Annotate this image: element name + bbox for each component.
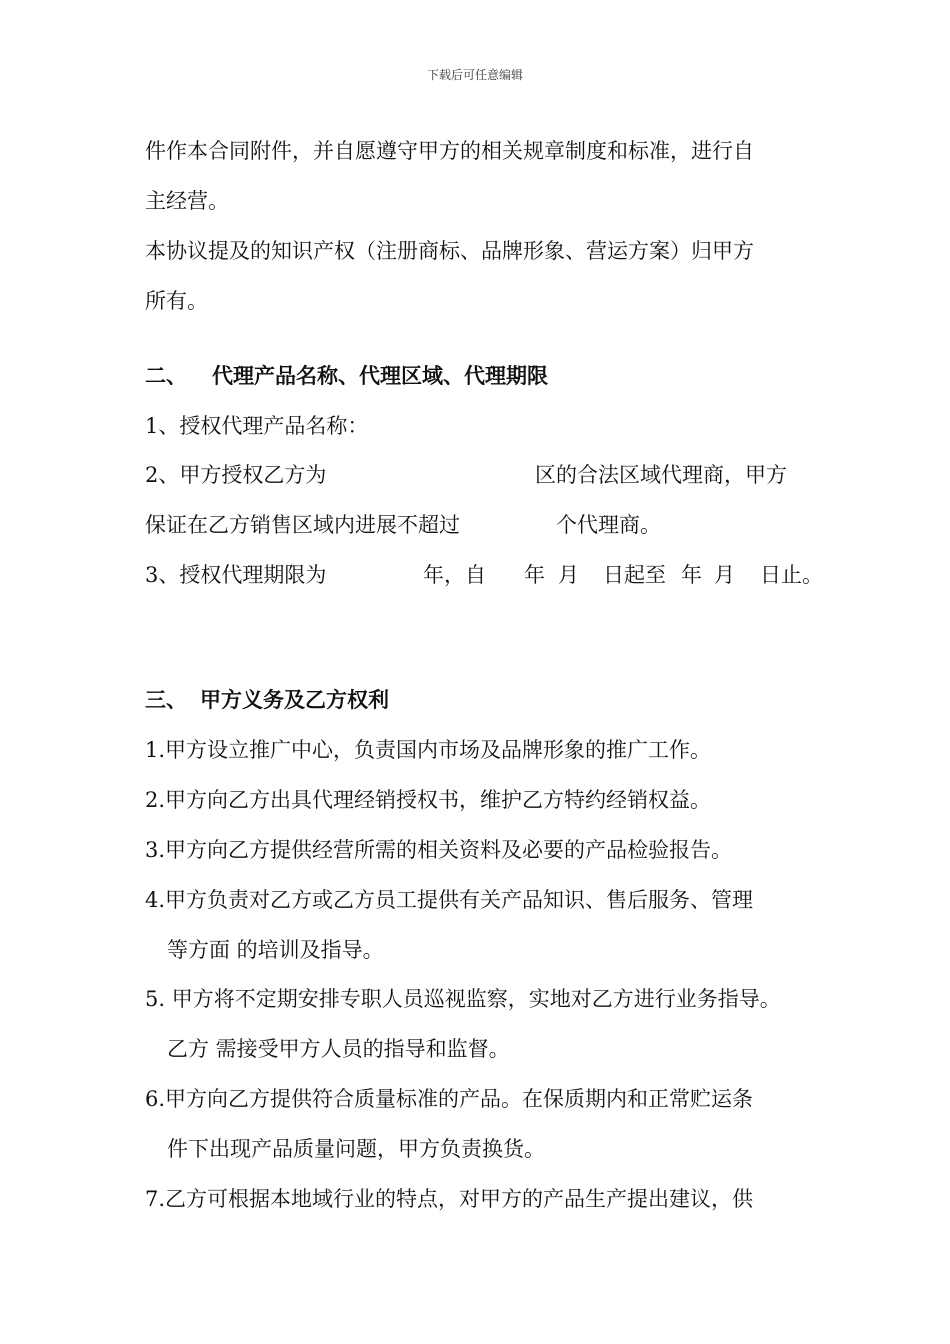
section-3-item-4: 4.甲方负责对乙方或乙方员工提供有关产品知识、售后服务、管理 bbox=[145, 888, 754, 912]
section-2-item-3-part-f: 年 bbox=[681, 563, 702, 587]
section-3-item-7: 7.乙方可根据本地域行业的特点，对甲方的产品生产提出建议，供 bbox=[145, 1187, 754, 1211]
section-2-item-3-part-e: 日起至 bbox=[603, 563, 666, 587]
section-2-item-3-part-c: 年 bbox=[524, 563, 545, 587]
section-2-number: 二、 bbox=[145, 363, 187, 388]
intro-line-1: 件作本合同附件，并自愿遵守甲方的相关规章制度和标准，进行自 bbox=[145, 139, 754, 163]
section-3-item-5-continued: 乙方 需接受甲方人员的指导和监督。 bbox=[167, 1037, 510, 1061]
section-3-number: 三、 bbox=[145, 687, 187, 712]
section-3-item-4-continued: 等方面 的培训及指导。 bbox=[167, 938, 384, 962]
section-3-item-5: 5. 甲方将不定期安排专职人员巡视监察，实地对乙方进行业务指导。 bbox=[145, 987, 781, 1011]
section-2-item-3-part-h: 日止。 bbox=[760, 563, 823, 587]
section-3-item-2: 2.甲方向乙方出具代理经销授权书，维护乙方特约经销权益。 bbox=[145, 788, 712, 812]
section-2-item-2-part-c: 保证在乙方销售区域内进展不超过 bbox=[145, 513, 460, 537]
section-3-item-3: 3.甲方向乙方提供经营所需的相关资料及必要的产品检验报告。 bbox=[145, 838, 733, 862]
section-2-item-3-part-g: 月 bbox=[714, 563, 735, 587]
page-header: 下载后可任意编辑 bbox=[426, 68, 523, 82]
section-2-item-2-part-b: 区的合法区域代理商，甲方 bbox=[535, 463, 787, 487]
intro-line-2: 主经营。 bbox=[145, 189, 229, 213]
section-2-item-1: 1、授权代理产品名称： bbox=[145, 414, 369, 438]
section-2-item-3-part-d: 月 bbox=[558, 563, 579, 587]
section-3-item-6: 6.甲方向乙方提供符合质量标准的产品。在保质期内和正常贮运条 bbox=[145, 1087, 754, 1111]
intro-line-3: 本协议提及的知识产权（注册商标、品牌形象、营运方案）归甲方 bbox=[145, 239, 754, 263]
intro-line-4: 所有。 bbox=[145, 289, 208, 313]
section-2-item-3-part-b: 年，自 bbox=[423, 563, 486, 587]
section-2-item-2-part-a: 2、甲方授权乙方为 bbox=[145, 463, 327, 487]
section-2-item-3-part-a: 3、授权代理期限为 bbox=[145, 563, 327, 587]
section-3-item-1: 1.甲方设立推广中心，负责国内市场及品牌形象的推广工作。 bbox=[145, 738, 712, 762]
section-3-item-6-continued: 件下出现产品质量问题，甲方负责换货。 bbox=[167, 1137, 545, 1161]
section-3-heading: 甲方义务及乙方权利 bbox=[200, 687, 389, 712]
section-2-item-2-part-d: 个代理商。 bbox=[556, 513, 661, 537]
section-2-heading: 代理产品名称、代理区域、代理期限 bbox=[212, 363, 548, 388]
